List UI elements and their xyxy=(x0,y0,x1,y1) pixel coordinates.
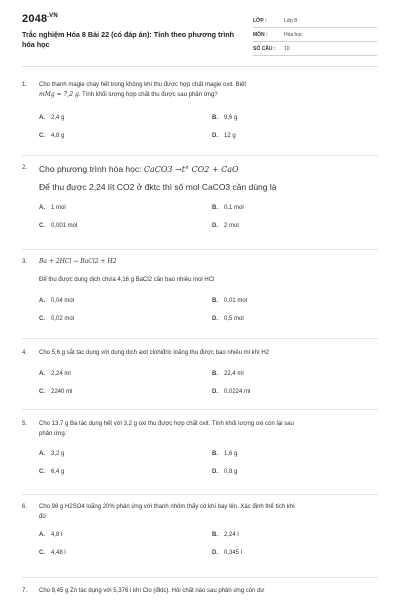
answer-option-d[interactable] xyxy=(212,549,382,557)
question-number: 1. xyxy=(22,82,28,88)
question-separator xyxy=(22,577,378,578)
option-letter: A. xyxy=(39,371,45,377)
question-text xyxy=(39,163,378,176)
answer-option-a[interactable] xyxy=(39,450,212,458)
page-title: Trắc nghiệm Hóa 8 Bài 22 (có đáp án): Tính theo phương trình hóa học xyxy=(22,30,234,49)
answer-option-a[interactable] xyxy=(39,531,212,539)
option-letter: C. xyxy=(39,133,45,139)
answer-option-c[interactable] xyxy=(39,315,212,323)
answer-option-c[interactable] xyxy=(39,468,212,476)
meta-row-count xyxy=(253,42,377,56)
question-number: 7. xyxy=(22,588,28,594)
meta-row-subject xyxy=(253,28,377,42)
question-number: 5. xyxy=(22,421,28,427)
question-3 xyxy=(22,257,378,323)
option-letter: D. xyxy=(212,389,218,395)
question-2 xyxy=(22,163,378,230)
answer-option-b[interactable] xyxy=(212,204,382,212)
formula: mMg = 7,2 g xyxy=(39,91,79,98)
option-text: 2,4 g xyxy=(51,115,65,121)
option-text: 2,24 ml xyxy=(51,371,71,377)
option-text: 4,8 l xyxy=(51,532,63,538)
answer-option-a[interactable] xyxy=(39,114,212,122)
option-letter: B. xyxy=(212,532,218,538)
answer-option-b[interactable] xyxy=(212,370,382,378)
meta-label: LỚP : xyxy=(253,17,267,24)
option-text: 3,2 g xyxy=(51,451,65,457)
meta-value: 10 xyxy=(284,45,290,52)
meta-label: MÔN : xyxy=(253,31,268,38)
answer-option-d[interactable] xyxy=(212,388,382,396)
question-text: Cho 13,7 g Ba tác dụng hết với 3,2 g oxi thu được hợp chất oxit. Tính khối lượng oxi còn lại sau xyxy=(39,421,294,427)
answer-options xyxy=(39,297,378,323)
answer-options xyxy=(39,114,378,140)
option-letter: C. xyxy=(39,316,45,322)
option-text: 12 g xyxy=(224,133,236,139)
question-text: Cho 5,6 g sắt tác dụng với dung dịch axit clohiđric loãng thu được bao nhiêu ml khí H2 xyxy=(39,350,270,356)
option-letter: B. xyxy=(212,451,218,457)
option-letter: A. xyxy=(39,532,45,538)
meta-row-class xyxy=(253,14,377,28)
question-text: Cho thanh magie cháy hết trong không khí thu được hợp chất magie oxit. Biết xyxy=(39,82,247,88)
option-text: 4,48 l xyxy=(51,550,66,556)
option-letter: C. xyxy=(39,389,45,395)
answer-option-b[interactable] xyxy=(212,531,382,539)
question-text xyxy=(39,257,378,267)
option-text: 2 mol xyxy=(224,223,239,229)
answer-option-c[interactable] xyxy=(39,222,212,230)
option-letter: B. xyxy=(212,115,218,121)
answer-option-d[interactable] xyxy=(212,315,382,323)
question-number: 2. xyxy=(22,165,28,171)
question-5 xyxy=(22,419,378,476)
question-text-cont: đó xyxy=(39,514,46,520)
question-text-cont: Để thu được 2,24 lít CO2 ở đktc thì số mol CaCO3 cần dùng là xyxy=(39,182,277,192)
option-letter: C. xyxy=(39,550,45,556)
option-letter: D. xyxy=(212,223,218,229)
option-text: 4,8 g xyxy=(51,133,65,139)
question-text-tail: . Tính khối lượng hợp chất thu được sau phản ứng? xyxy=(78,92,218,98)
answer-options xyxy=(39,450,378,476)
question-number: 6. xyxy=(22,504,28,510)
question-separator xyxy=(22,409,378,410)
answer-option-a[interactable] xyxy=(39,297,212,305)
answer-option-b[interactable] xyxy=(212,114,382,122)
question-text: Cho 8,45 g Zn tác dụng với 5,376 l khí Clo (đktc). Hỏi chất nào sau phản ứng còn dư xyxy=(39,588,265,594)
meta-value: Lớp 8 xyxy=(284,17,298,24)
option-text: 6,4 g xyxy=(51,469,65,475)
option-letter: D. xyxy=(212,469,218,475)
answer-option-c[interactable] xyxy=(39,549,212,557)
option-text: 0,8 g xyxy=(224,469,238,475)
option-text: 2,24 l xyxy=(224,532,239,538)
option-letter: B. xyxy=(212,298,218,304)
option-letter: A. xyxy=(39,115,45,121)
option-text: 0,1 mol xyxy=(224,205,244,211)
option-letter: D. xyxy=(212,550,218,556)
answer-option-d[interactable] xyxy=(212,468,382,476)
question-separator xyxy=(22,338,378,339)
question-text-cont: phản ứng. xyxy=(39,431,67,437)
option-letter: D. xyxy=(212,316,218,322)
option-text: 0,04 mol xyxy=(51,298,75,304)
option-letter: A. xyxy=(39,298,45,304)
answer-option-c[interactable] xyxy=(39,388,212,396)
question-7 xyxy=(22,586,378,596)
question-separator xyxy=(22,494,378,495)
option-letter: B. xyxy=(212,371,218,377)
option-letter: A. xyxy=(39,451,45,457)
question-text: Cho 98 g H2SO4 loãng 20% phản ứng với thanh nhôm thấy có khí bay lên. Xác định thể tích khí xyxy=(39,504,295,510)
answer-option-a[interactable] xyxy=(39,204,212,212)
meta-value: Hóa học xyxy=(284,31,303,38)
question-number: 4. xyxy=(22,350,28,356)
question-number: 3. xyxy=(22,259,28,265)
formula: CaCO3 →t° CO2 + CaO xyxy=(143,165,239,174)
question-separator xyxy=(22,155,378,156)
question-text-cont xyxy=(39,90,378,100)
option-letter: C. xyxy=(39,469,45,475)
answer-option-b[interactable] xyxy=(212,450,382,458)
option-letter: B. xyxy=(212,205,218,211)
option-text: 2240 ml xyxy=(51,389,73,395)
formula: Ba + 2HCl → BaCl2 + H2 xyxy=(39,258,117,265)
answer-option-d[interactable] xyxy=(212,132,382,140)
option-letter: C. xyxy=(39,223,45,229)
option-text: 9,6 g xyxy=(224,115,238,121)
option-text: 1 mol xyxy=(51,205,66,211)
logo-suffix: .VN xyxy=(47,13,58,19)
answer-option-c[interactable] xyxy=(39,132,212,140)
option-letter: D. xyxy=(212,133,218,139)
meta-label: SỐ CÂU : xyxy=(253,45,276,52)
question-separator xyxy=(22,249,378,250)
option-text: 22,4 ml xyxy=(224,371,244,377)
option-text: 0,0224 ml xyxy=(224,389,251,395)
option-text: 0,02 mol xyxy=(51,316,75,322)
question-1 xyxy=(22,80,378,140)
option-letter: A. xyxy=(39,205,45,211)
option-text: 0,345 l xyxy=(224,550,243,556)
option-text: 1,6 g xyxy=(224,451,238,457)
answer-options xyxy=(39,370,378,396)
answer-options xyxy=(39,204,378,230)
header-divider xyxy=(22,66,378,67)
answer-option-d[interactable] xyxy=(212,222,382,230)
answer-options xyxy=(39,531,378,557)
meta-table xyxy=(253,14,377,56)
question-text-cont: Để thu được dung dịch chứa 4,16 g BaCl2 cần bao nhiêu mol HCl xyxy=(39,277,215,283)
answer-option-a[interactable] xyxy=(39,370,212,378)
option-text: 0,01 mol xyxy=(224,298,248,304)
site-logo[interactable] xyxy=(22,13,58,25)
question-text-lead: Cho phương trình hóa học: xyxy=(39,164,142,174)
question-6 xyxy=(22,502,378,557)
logo-text: 2048 xyxy=(22,13,48,25)
option-text: 0,5 mol xyxy=(224,316,244,322)
question-4 xyxy=(22,348,378,396)
answer-option-b[interactable] xyxy=(212,297,382,305)
option-text: 0,001 mol xyxy=(51,223,78,229)
